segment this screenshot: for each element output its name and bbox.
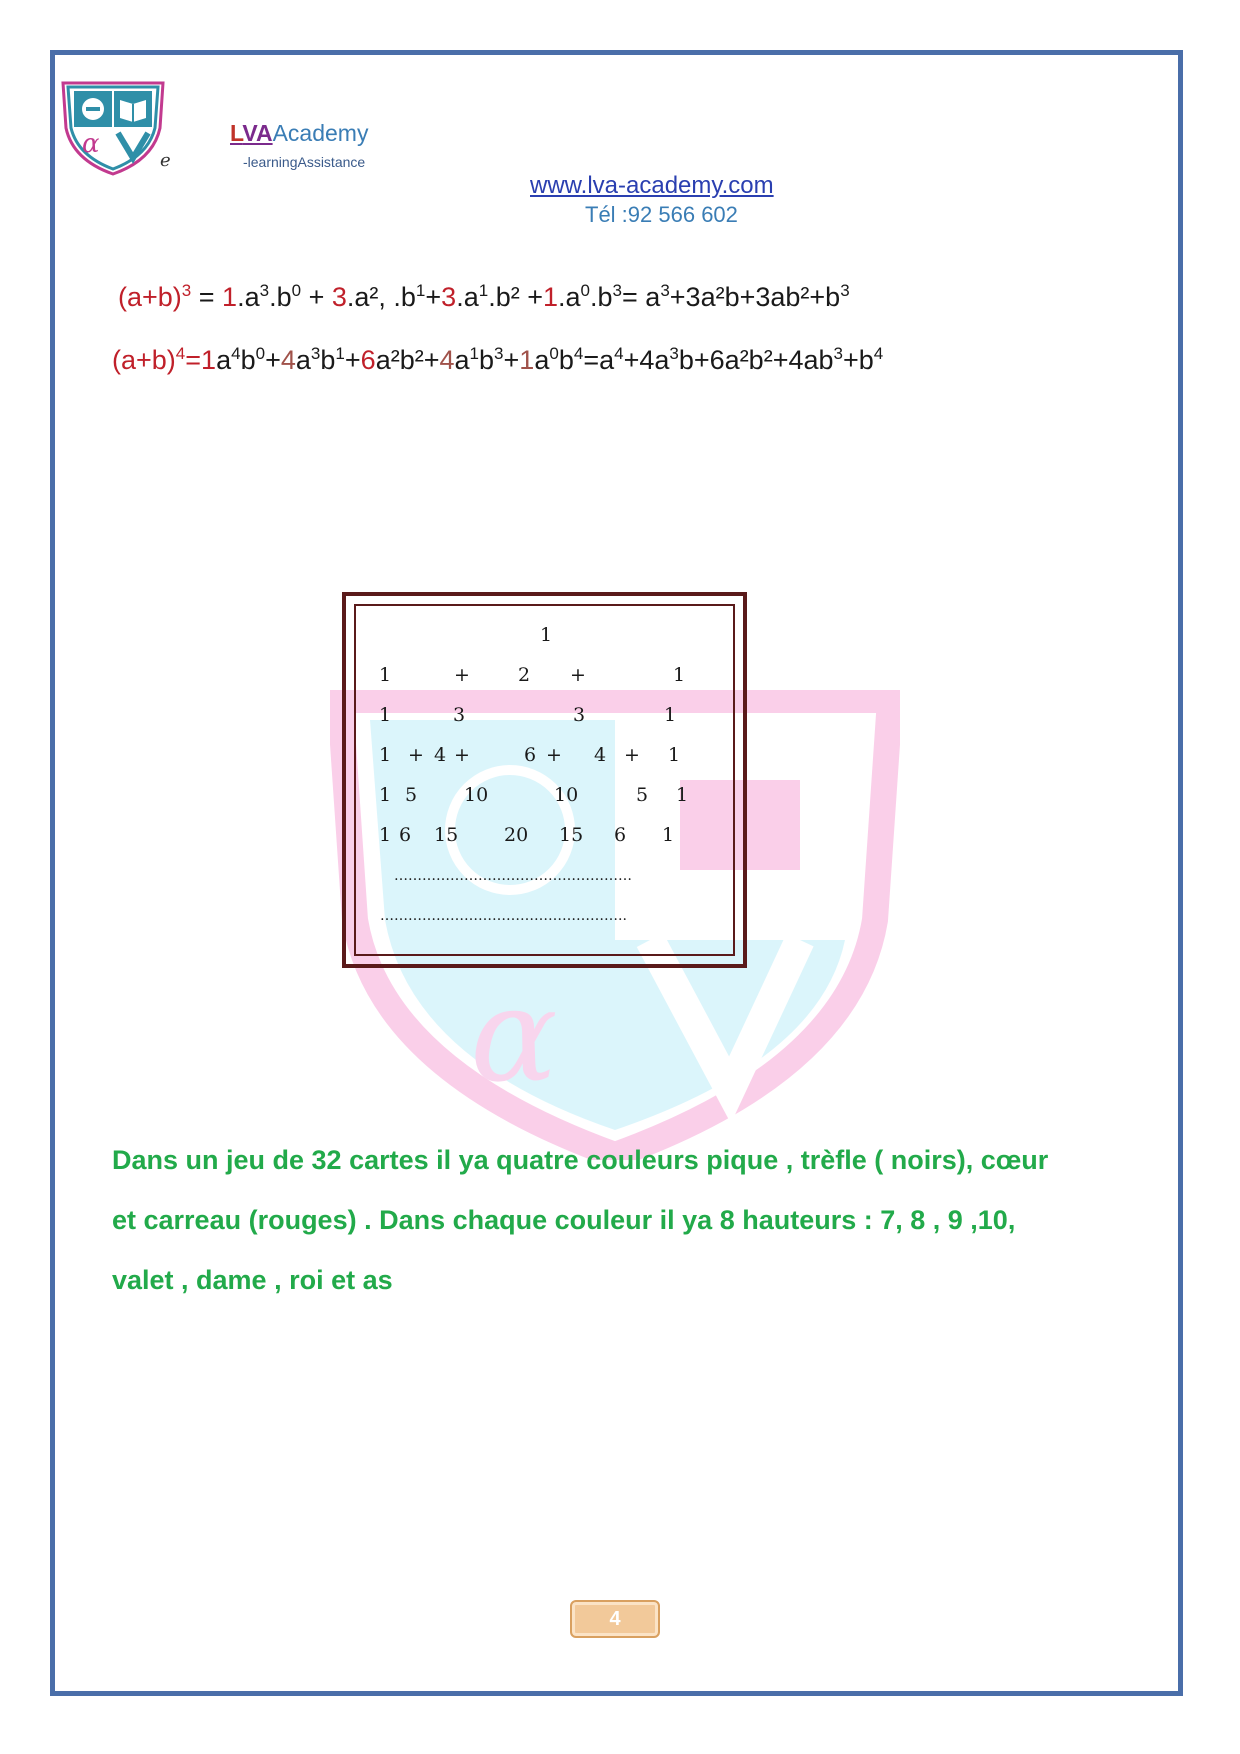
triangle-cell: 20 — [504, 824, 529, 846]
triangle-cell: 1 — [664, 704, 677, 726]
triangle-cell: + — [454, 744, 470, 766]
paragraph-line-3: valet , dame , roi et as — [112, 1265, 393, 1295]
triangle-cell: + — [454, 664, 470, 686]
triangle-cell: 5 — [636, 784, 649, 806]
triangle-cell: 1 — [379, 784, 392, 806]
triangle-cell: 1 — [540, 624, 553, 646]
triangle-cell: 4 — [434, 744, 447, 766]
triangle-row-1 — [346, 664, 743, 694]
paragraph-line-2: et carreau (rouges) . Dans chaque couleur il ya 8 hauteurs : 7, 8 , 9 ,10, — [112, 1205, 1016, 1235]
triangle-cell: 1 — [379, 704, 392, 726]
triangle-cell: + — [408, 744, 424, 766]
formula-cube: $(a+b)^3 = 1.a^3.b^0 + 3.a^2$, $.b^1+3.a^1.b^2 +1.a^0.b^3= a^3+3a^2b+3ab^2+b^3$ — [118, 281, 850, 312]
triangle-cell: 5 — [405, 784, 418, 806]
brand-first-letter: L — [230, 120, 243, 146]
phone-number: Tél :92 566 602 — [585, 202, 738, 227]
svg-text:α: α — [470, 959, 558, 1111]
triangle-dots-line-1: …………………………………………… — [394, 868, 632, 884]
triangle-cell: 3 — [573, 704, 586, 726]
triangle-cell: 3 — [453, 704, 466, 726]
triangle-cell: 1 — [379, 744, 392, 766]
triangle-cell: 15 — [559, 824, 584, 846]
triangle-cell: 1 — [668, 744, 681, 766]
brand-subtitle: -learningAssistance — [243, 154, 366, 170]
triangle-row-3 — [346, 744, 743, 774]
triangle-cell: 1 — [662, 824, 675, 846]
website-link[interactable]: www.lva-academy.com — [530, 172, 774, 199]
triangle-cell: 4 — [594, 744, 607, 766]
page-number-badge: 4 — [570, 1600, 660, 1638]
card-game-paragraph — [112, 1130, 1122, 1310]
pascal-triangle-inner-frame — [354, 604, 735, 956]
triangle-cell: + — [546, 744, 562, 766]
logo-e-letter: e — [160, 150, 171, 171]
triangle-cell: 2 — [518, 664, 531, 686]
triangle-cell: 6 — [614, 824, 627, 846]
triangle-cell: 1 — [676, 784, 689, 806]
triangle-cell: 10 — [554, 784, 579, 806]
svg-text:α: α — [82, 129, 100, 159]
triangle-cell: + — [570, 664, 586, 686]
triangle-cell: 6 — [399, 824, 412, 846]
triangle-row-5 — [346, 824, 743, 854]
triangle-row-4 — [346, 784, 743, 814]
brand-va: VA — [242, 120, 273, 146]
triangle-cell: 10 — [464, 784, 489, 806]
brand-name — [230, 120, 368, 147]
pascal-triangle-box — [342, 592, 747, 968]
triangle-cell: 1 — [379, 664, 392, 686]
triangle-row-0 — [346, 624, 743, 654]
triangle-cell: 1 — [379, 824, 392, 846]
lva-logo-icon — [58, 78, 168, 178]
triangle-dots-line-2: …………………………………………….. — [380, 908, 627, 924]
triangle-cell: 6 — [524, 744, 537, 766]
brand-rest: Academy — [272, 120, 369, 146]
triangle-cell: 15 — [434, 824, 459, 846]
triangle-row-2 — [346, 704, 743, 734]
triangle-cell: 1 — [673, 664, 686, 686]
triangle-cell: + — [624, 744, 640, 766]
paragraph-line-1: Dans un jeu de 32 cartes il ya quatre couleurs pique , trèfle ( noirs), cœur — [112, 1145, 1049, 1175]
formula-fourth-power: $(a+b)^4=1a^4b^0+4a^3b^1+6a^2b^2+4a^1b^3+1a^0b^4=a^4+4a^3b+6a^2b^2+4ab^3+b^4$ — [112, 344, 884, 375]
